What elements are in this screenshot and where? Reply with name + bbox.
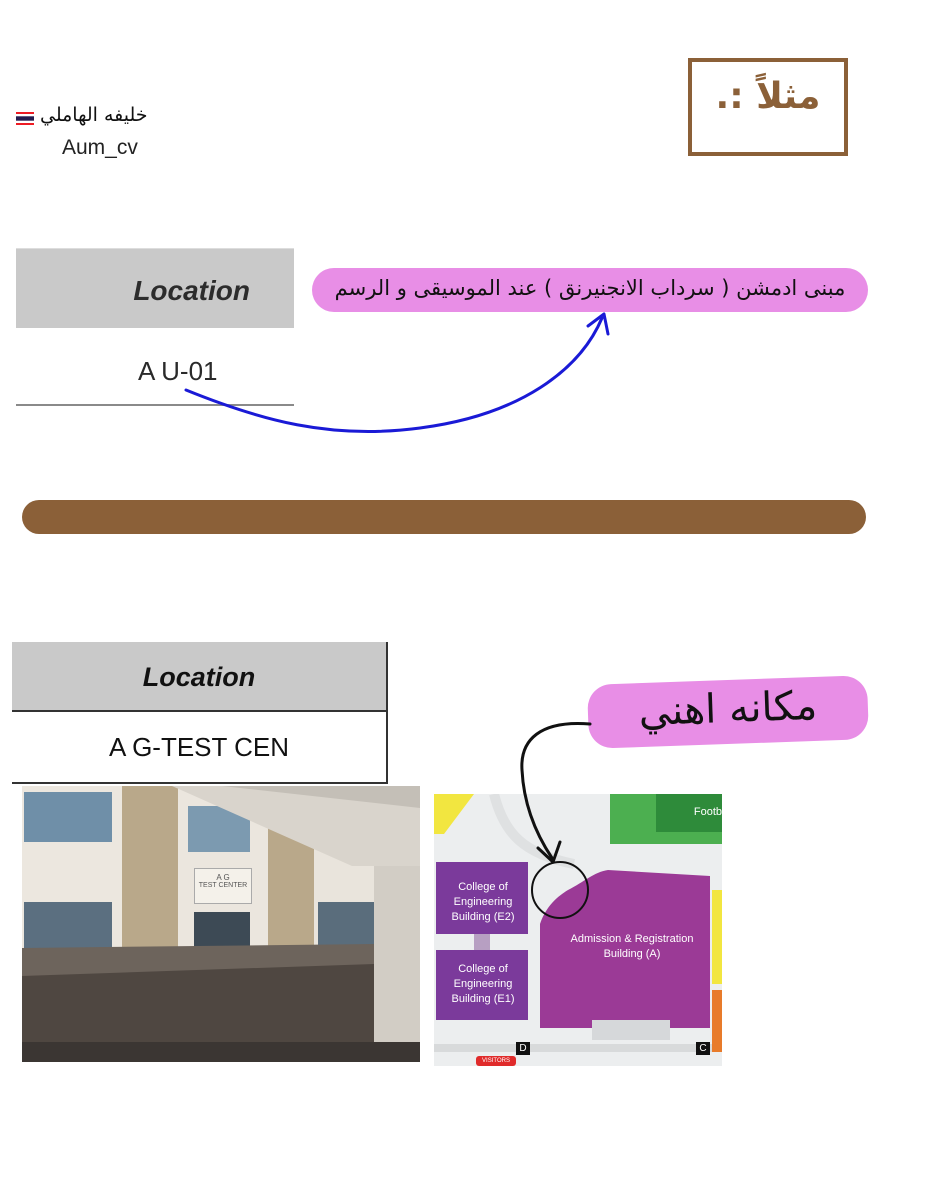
map-visitors-badge: VISITORS [476, 1056, 516, 1066]
sign-line-2: TEST CENTER [198, 882, 248, 889]
map-gate-c: C [696, 1042, 710, 1055]
map-gate-d: D [516, 1042, 530, 1055]
map-football-label: Footb [693, 806, 722, 818]
example-label: مثلاً :. [715, 76, 821, 117]
black-arrow-icon [0, 600, 927, 900]
location-header-text-2: Location [142, 662, 256, 692]
note-text-2: مكانه اهني [637, 682, 818, 736]
section-divider [22, 500, 866, 534]
author-handle: Aum_cv [62, 136, 138, 159]
map-building-admission: Admission & Registration Building (A) [570, 933, 694, 960]
map-building-e2: College of Engineering Building (E2) [451, 881, 515, 923]
map-building-e1: College of Engineering Building (E1) [451, 963, 515, 1005]
location-value-2: A G-TEST CEN [108, 732, 290, 762]
sign-line-1: A G [216, 873, 230, 882]
author-name: خليفه الهاملي [40, 104, 148, 126]
location-value-1: A U-01 [138, 356, 218, 386]
location-header-text-1: Location [133, 275, 250, 306]
note-text-1: مبنى ادمشن ( سرداب الانجنيرنق ) عند الموسيقى و الرسم [334, 276, 846, 300]
